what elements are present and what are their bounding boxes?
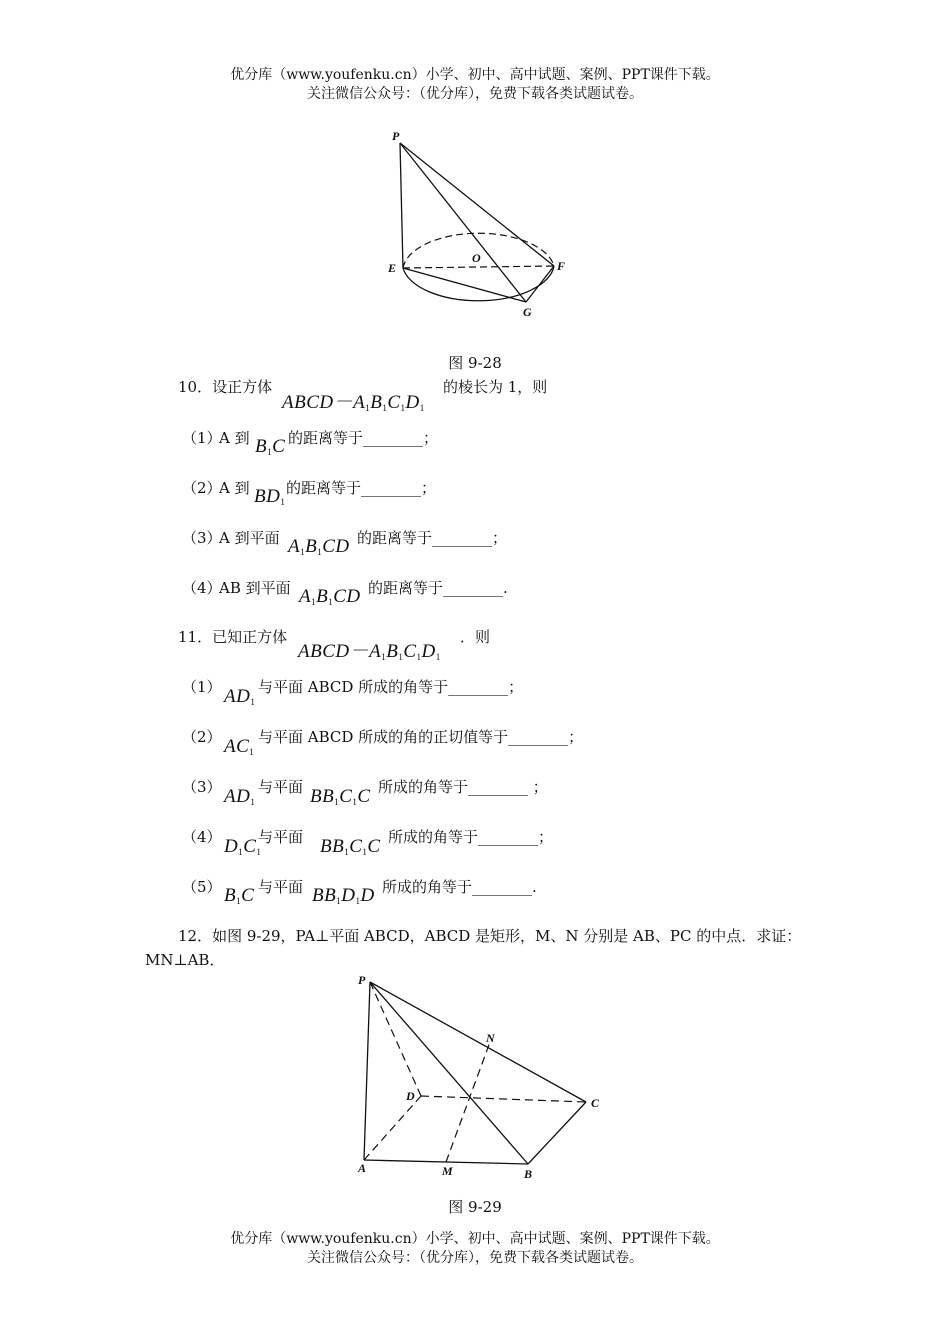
q11-5-num: （5） (182, 878, 222, 896)
q10-1-pre: A 到 (219, 429, 250, 447)
label-F: F (557, 259, 566, 273)
diameter-EF-dashed (403, 266, 554, 268)
q10-4-post: 的距离等于________. (368, 579, 508, 597)
label-M: M (442, 1164, 453, 1178)
footer-line-1: 优分库（www.youfenku.cn）小学、初中、高中试题、案例、PPT课件下载。 (230, 1231, 720, 1247)
q11-intro: 11．已知正方体 (178, 628, 288, 646)
q10-1-symbol: $B_1C$ (255, 436, 286, 457)
q11-1-num: （1） (182, 678, 222, 696)
figure-9-29 (350, 970, 610, 1190)
q10-2-num: （2） (182, 479, 222, 497)
edge-BC (528, 1102, 586, 1164)
edge-PC (370, 982, 586, 1102)
q11-1-mid: 与平面 ABCD 所成的角等于________； (258, 678, 524, 696)
q11-3-symbol: $AD_1$ (224, 786, 256, 807)
edge-DC-dashed (421, 1096, 586, 1102)
edge-FG (526, 266, 554, 302)
header-line-1: 优分库（www.youfenku.cn）小学、初中、高中试题、案例、PPT课件下载。 (230, 67, 720, 83)
q11-5-plane-symbol: $BB_1D_1D$ (312, 885, 375, 906)
q11-4-post: 所成的角等于________； (388, 828, 554, 846)
segment-MN-dashed (446, 1042, 490, 1162)
q11-5-post: 所成的角等于________. (382, 878, 537, 896)
q11-4-plane-symbol: $BB_1C_1C$ (320, 836, 381, 857)
edge-PB (370, 982, 528, 1164)
q10-4-pre: AB 到平面 (219, 579, 291, 597)
label-O: O (472, 251, 481, 265)
q11-3-num: （3） (182, 778, 222, 796)
q10-3-post: 的距离等于________； (357, 529, 508, 547)
label-P: P (358, 973, 366, 987)
label-A: A (358, 1161, 367, 1175)
q10-2-symbol: $BD_1$ (254, 486, 286, 507)
figure-9-29-caption: 图 9-29 (448, 1198, 502, 1216)
q11-3-plane-symbol: $BB_1C_1C$ (310, 786, 371, 807)
q12-line-2: MN⊥AB． (145, 951, 225, 969)
q12-line-1: 12．如图 9-29，PA⊥平面 ABCD，ABCD 是矩形，M、N 分别是 AB、PC 的中点．求证： (178, 927, 802, 945)
q10-1-post: 的距离等于________； (288, 429, 439, 447)
edge-PE (400, 143, 403, 268)
q10-2-post: 的距离等于________； (286, 479, 437, 497)
label-B: B (524, 1167, 533, 1181)
q11-tail: ．则 (460, 628, 491, 646)
q10-1-num: （1） (182, 429, 222, 447)
q10-4-num: （4） (182, 579, 222, 597)
q11-cube-text (298, 636, 313, 637)
q10-3-symbol: $A_1B_1CD$ (288, 536, 350, 557)
q10-cube-text (282, 387, 297, 388)
q11-2-num: （2） (182, 728, 222, 746)
q10-4-symbol: $A_1B_1CD$ (299, 586, 361, 607)
footer-line-2: 关注微信公众号：（优分库），免费下载各类试题试卷。 (307, 1250, 643, 1266)
label-N: N (486, 1031, 495, 1045)
q11-4-num: （4） (182, 828, 222, 846)
figure-9-28 (380, 126, 580, 326)
q11-5-mid: 与平面 (258, 878, 304, 896)
q10-3-pre: A 到平面 (219, 529, 280, 547)
label-P: P (392, 129, 400, 143)
q10-tail: 的棱长为 1，则 (443, 378, 548, 396)
q10-3-num: （3） (182, 529, 222, 547)
q11-5-symbol: $B_1C$ (224, 885, 255, 906)
q11-cube-symbol: $ABCD-A_1B_1C_1D_1$ (298, 636, 441, 663)
q10-cube-symbol: $ABCD-A_1B_1C_1D_1$ (282, 387, 425, 414)
edge-PF (400, 143, 554, 266)
label-D: D (406, 1089, 415, 1103)
q11-3-post: 所成的角等于________ ； (378, 778, 548, 796)
edge-PG (400, 143, 526, 302)
edge-PD-dashed (370, 982, 421, 1096)
q11-4-symbol: $D_1C_1$ (224, 836, 262, 857)
q10-2-pre: A 到 (219, 479, 250, 497)
q10-intro: 10．设正方体 (178, 378, 273, 396)
edge-PA (364, 982, 370, 1160)
figure-9-28-caption: 图 9-28 (448, 354, 502, 372)
header-line-2: 关注微信公众号：（优分库），免费下载各类试题试卷。 (307, 86, 643, 102)
q11-4-mid: 与平面 (258, 828, 304, 846)
label-G: G (523, 305, 532, 319)
q11-1-symbol: $AD_1$ (224, 686, 256, 707)
edge-AD-dashed (364, 1096, 421, 1160)
label-E: E (388, 261, 397, 275)
q11-2-mid: 与平面 ABCD 所成的角的正切值等于________； (258, 728, 584, 746)
label-C: C (591, 1096, 600, 1110)
q11-2-symbol: $AC_1$ (224, 736, 255, 757)
edge-EG (403, 268, 526, 302)
q11-3-mid: 与平面 (258, 778, 304, 796)
